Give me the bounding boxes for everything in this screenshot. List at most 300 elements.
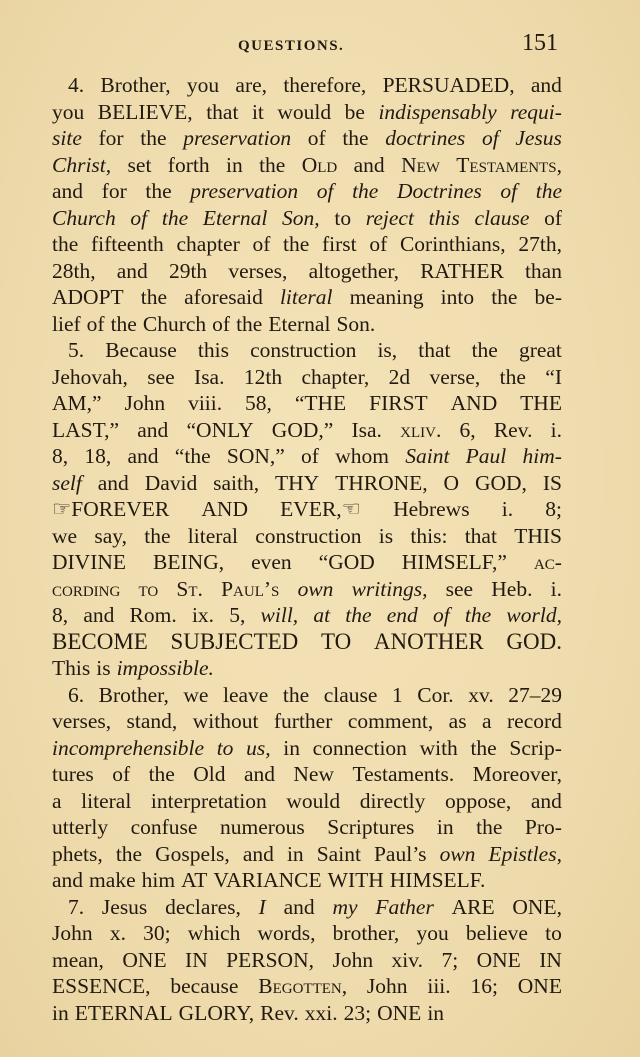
word: see	[445, 576, 474, 601]
word: as	[448, 709, 467, 733]
word: confuse	[130, 815, 198, 839]
word: xv.	[468, 682, 494, 707]
word: of	[86, 311, 105, 336]
word: own	[439, 841, 476, 866]
text-line	[52, 841, 562, 868]
word: the	[342, 126, 369, 150]
word: 5,	[229, 603, 246, 627]
word: ONE,	[512, 894, 562, 919]
word: Heb.	[491, 576, 533, 601]
word: 28th,	[52, 258, 96, 283]
word: say,	[94, 523, 127, 548]
word: of	[301, 444, 319, 468]
word: it	[251, 99, 264, 124]
word: the	[110, 311, 137, 336]
word: “GOD	[318, 550, 375, 574]
word: the	[140, 126, 167, 150]
text-line	[52, 443, 562, 470]
word: John	[124, 391, 166, 415]
word: 7.	[68, 894, 85, 919]
word: be-	[534, 285, 562, 309]
text-line	[52, 947, 562, 974]
word: Brother,	[100, 73, 171, 97]
word: Son.	[336, 311, 376, 336]
word: we	[52, 523, 78, 548]
word: 30;	[143, 921, 171, 945]
word: EVER,☜	[280, 497, 361, 521]
text-line	[52, 655, 562, 682]
word: the	[148, 762, 175, 786]
word: the	[144, 523, 171, 548]
word: lief	[52, 311, 81, 336]
word: we	[183, 682, 209, 707]
word: Jesus	[101, 894, 148, 919]
word: Isa.	[194, 364, 225, 389]
word: Church	[142, 311, 207, 336]
word: Gospels,	[155, 841, 230, 866]
page-number: 151	[522, 30, 558, 56]
word: of	[130, 205, 148, 230]
word: literal	[187, 523, 238, 548]
word: 16;	[470, 974, 498, 998]
word: doctrines	[385, 126, 466, 150]
word: BELIEVE,	[97, 99, 193, 124]
word: Isa.	[351, 417, 382, 442]
word: the	[283, 232, 310, 256]
text-line	[52, 682, 562, 709]
word: New	[293, 762, 335, 786]
word: of	[316, 179, 334, 203]
word: utterly	[52, 815, 109, 839]
word: 4.	[68, 73, 85, 97]
word: Begotten,	[258, 974, 348, 998]
word: ☞FOREVER	[52, 497, 170, 521]
word: my	[332, 894, 358, 919]
paragraph	[52, 682, 562, 894]
word: oppose,	[444, 788, 512, 813]
word: a	[52, 788, 62, 813]
word: David	[144, 470, 198, 495]
word: the	[499, 364, 526, 389]
word: IN	[539, 947, 562, 972]
word: DIVINE	[52, 550, 127, 574]
word: 23;	[343, 1000, 372, 1025]
word: Saint	[316, 841, 361, 866]
word: Cor.	[417, 682, 454, 707]
word: Corinthians,	[399, 232, 506, 256]
word: the	[282, 682, 310, 707]
word: ESSENCE,	[52, 974, 151, 998]
word: is	[96, 656, 111, 680]
paragraph	[52, 337, 562, 682]
word: Eternal	[268, 311, 331, 336]
word: see	[147, 364, 175, 389]
word: the	[535, 179, 562, 203]
text-line	[52, 867, 562, 894]
word: HIMSELF.	[389, 868, 486, 892]
word: altogether,	[308, 258, 400, 283]
word: 8,	[52, 444, 69, 468]
word: chapter	[176, 232, 240, 256]
word: and	[137, 417, 169, 442]
word: Eternal	[202, 205, 268, 230]
word: the	[236, 311, 263, 336]
word: Doctrines	[396, 179, 482, 203]
word: Epistles,	[488, 841, 562, 866]
word: meaning	[349, 285, 424, 309]
word: i.	[501, 497, 514, 521]
word: Testaments,	[456, 152, 562, 177]
word: without	[192, 709, 259, 733]
word: numerous	[219, 815, 305, 839]
word: ONE	[517, 974, 562, 998]
word: ETERNAL	[74, 1000, 173, 1025]
text-line	[52, 920, 562, 947]
word: and	[83, 603, 115, 627]
word: of	[307, 126, 326, 150]
word: directly	[359, 788, 426, 813]
word: Because	[105, 338, 177, 362]
word: and	[127, 444, 159, 468]
word: 27–29	[508, 682, 562, 707]
word: leave	[223, 682, 269, 707]
word: THIS	[514, 523, 562, 548]
word: Scriptures	[327, 815, 415, 839]
word: of	[433, 603, 450, 627]
word: St.	[176, 576, 203, 601]
word: “the	[174, 444, 211, 468]
word: 5.	[68, 338, 85, 362]
word: Paul	[465, 444, 507, 468]
word: Rev.	[493, 417, 533, 442]
word: literal	[279, 285, 333, 309]
word: fifteenth	[90, 232, 164, 256]
word: a	[482, 709, 492, 733]
word: whom	[335, 444, 389, 468]
word: x.	[109, 921, 126, 945]
word: verse,	[429, 364, 481, 389]
paragraph	[52, 894, 562, 1027]
word: Rev.	[260, 1000, 299, 1025]
text-line	[52, 735, 562, 762]
word: FIRST	[369, 391, 428, 415]
word: Pro-	[524, 815, 562, 839]
word: Church	[52, 205, 116, 230]
text-line	[52, 205, 562, 232]
page-header	[0, 30, 640, 66]
text-line	[52, 258, 562, 285]
word: him-	[522, 444, 562, 468]
word: GOD.	[506, 628, 562, 654]
word: ix.	[191, 603, 215, 627]
word: SUBJECTED	[170, 628, 299, 654]
word: BECOME	[52, 628, 148, 654]
text-line	[52, 231, 562, 258]
word: This	[52, 656, 91, 680]
word: be	[344, 99, 365, 124]
word: 27th,	[518, 232, 562, 256]
word: 29th	[168, 258, 208, 283]
word: 18,	[84, 444, 112, 468]
word: GOD,”	[271, 417, 334, 442]
word: the	[140, 285, 168, 309]
word: “ONLY	[186, 417, 254, 442]
word: Old	[193, 762, 226, 786]
word: AND	[201, 497, 248, 521]
word: saith,	[213, 470, 260, 495]
text-line	[52, 125, 562, 152]
word: the	[345, 603, 372, 627]
word: at	[313, 603, 331, 627]
text-line	[52, 311, 562, 338]
word: and	[530, 73, 562, 97]
word: AND	[450, 391, 498, 415]
word: world,	[506, 603, 562, 627]
word: to	[334, 205, 352, 230]
running-title: QUESTIONS.	[238, 38, 345, 54]
word: Paul’s	[373, 841, 427, 866]
word: IN	[185, 947, 208, 972]
word: THE	[520, 391, 562, 415]
word: for	[101, 179, 127, 203]
word: cording	[52, 576, 121, 601]
word: you	[186, 73, 220, 97]
word: John	[332, 947, 374, 972]
word: indispensably	[378, 99, 497, 124]
word: set	[127, 152, 152, 177]
body-text	[52, 72, 562, 1026]
word: and	[52, 868, 84, 892]
word: into	[440, 285, 475, 309]
word: PERSON,	[226, 947, 314, 972]
word: is,	[377, 338, 398, 362]
word: “THE	[294, 391, 347, 415]
word: WITH	[327, 868, 384, 892]
word: GOD,	[474, 470, 527, 495]
word: would	[286, 788, 341, 813]
word: and	[116, 258, 148, 283]
word: construction	[255, 523, 362, 548]
word: Testaments.	[352, 762, 455, 786]
word: even	[251, 550, 292, 574]
word: xiv.	[391, 947, 423, 972]
word: 8;	[545, 497, 562, 521]
word: preservation	[190, 179, 299, 203]
word: John	[366, 974, 408, 998]
text-line	[52, 496, 562, 523]
word: connection	[312, 735, 407, 760]
text-line	[52, 708, 562, 735]
text-line	[52, 602, 562, 629]
word: Brother,	[98, 682, 169, 707]
word: to	[216, 735, 234, 760]
word: verses,	[228, 258, 288, 283]
text-line	[52, 178, 562, 205]
word: brother,	[332, 921, 400, 945]
word: 58,	[245, 391, 272, 415]
text-line	[52, 284, 562, 311]
word: the	[470, 735, 497, 760]
word: 7;	[441, 947, 459, 972]
word: the	[352, 179, 379, 203]
word: you	[416, 921, 449, 945]
text-line	[52, 814, 562, 841]
word: and	[530, 788, 562, 813]
word: in	[427, 1000, 445, 1025]
word: and	[52, 179, 84, 203]
word: will,	[260, 603, 299, 627]
word: ARE	[451, 894, 495, 919]
word: IS	[542, 470, 562, 495]
word: of	[369, 232, 388, 256]
word: i.	[550, 576, 562, 601]
word: which	[187, 921, 241, 945]
word: because	[170, 974, 239, 998]
word: Father	[375, 894, 434, 919]
word: than	[524, 258, 562, 283]
text-line	[52, 973, 562, 1000]
text-line	[52, 629, 562, 656]
word: HIMSELF,”	[401, 550, 507, 574]
word: Jehovah,	[52, 364, 128, 389]
word: viii.	[188, 391, 223, 415]
word: this:	[410, 523, 448, 548]
word: Saint	[405, 444, 450, 468]
word: us,	[246, 735, 271, 760]
word: of	[252, 232, 271, 256]
word: Scrip-	[509, 735, 562, 760]
word: xliv.	[400, 417, 442, 442]
word: comment,	[347, 709, 434, 733]
word: and	[97, 470, 129, 495]
word: 2d	[388, 364, 411, 389]
word: the	[145, 179, 172, 203]
word: in	[286, 841, 304, 866]
word: of	[544, 205, 562, 230]
text-line	[52, 523, 562, 550]
word: O	[443, 470, 460, 495]
word: ANOTHER	[373, 628, 484, 654]
paragraph	[52, 72, 562, 337]
text-line	[52, 788, 562, 815]
word: self	[52, 470, 82, 495]
word: him	[141, 868, 176, 892]
word: Rom.	[129, 603, 177, 627]
word: Son,	[282, 205, 320, 230]
text-line	[52, 152, 562, 179]
word: clause	[323, 682, 378, 707]
word: the	[471, 338, 498, 362]
word: Old	[301, 152, 338, 177]
word: that	[464, 523, 497, 548]
word: BEING,	[153, 550, 225, 574]
word: in	[283, 735, 300, 760]
word: VARIANCE	[213, 868, 322, 892]
word: the	[115, 841, 143, 866]
word: AT	[181, 868, 208, 892]
word: believe	[465, 921, 528, 945]
word: 6.	[68, 682, 85, 707]
word: New	[401, 152, 440, 177]
word: mean,	[52, 947, 104, 972]
word: great	[518, 338, 562, 362]
word: Hebrews	[393, 497, 470, 521]
word: 1	[391, 682, 403, 707]
word: THRONE,	[335, 470, 428, 495]
word: of	[112, 762, 131, 786]
word: stand,	[126, 709, 178, 733]
word: THY	[275, 470, 320, 495]
word: the	[491, 285, 518, 309]
word: Paul’s	[221, 576, 280, 601]
text-line	[52, 417, 562, 444]
word: you	[52, 99, 85, 124]
word: iii.	[427, 974, 451, 998]
text-line	[52, 1000, 562, 1027]
text-line	[52, 549, 562, 576]
word: reject	[365, 205, 414, 230]
word: of	[500, 179, 518, 203]
word: make	[89, 868, 136, 892]
word: further	[273, 709, 333, 733]
word: Christ,	[52, 152, 112, 177]
word: AM,”	[52, 391, 102, 415]
word: Moreover,	[472, 762, 562, 786]
word: and	[243, 762, 275, 786]
word: record	[507, 709, 562, 733]
text-line	[52, 364, 562, 391]
word: LAST,”	[52, 417, 120, 442]
word: GLORY,	[178, 1000, 255, 1025]
text-line	[52, 761, 562, 788]
word: impossible.	[116, 656, 214, 680]
word: aforesaid	[184, 285, 263, 309]
word: the	[464, 603, 492, 627]
word: and	[242, 841, 274, 866]
text-line	[52, 390, 562, 417]
word: chapter,	[301, 364, 370, 389]
word: to	[545, 921, 562, 945]
text-line	[52, 470, 562, 497]
word: first	[322, 232, 357, 256]
text-line	[52, 337, 562, 364]
word: PERSUADED,	[382, 73, 515, 97]
word: 8,	[52, 603, 69, 627]
word: 6,	[459, 417, 476, 442]
word: the	[476, 815, 503, 839]
word: literal	[81, 788, 132, 813]
word: preservation	[183, 126, 292, 150]
word: tures	[52, 762, 94, 786]
word: and	[353, 152, 385, 177]
word: own	[297, 576, 334, 601]
word: of	[481, 126, 499, 150]
word: this	[197, 338, 229, 362]
word: to	[138, 576, 159, 601]
word: with	[419, 735, 458, 760]
text-line	[52, 894, 562, 921]
word: John	[52, 921, 93, 945]
text-line	[52, 576, 562, 603]
word: ADOPT	[52, 285, 124, 309]
word: forth	[167, 152, 210, 177]
word: ac-	[533, 550, 562, 574]
word: construction	[250, 338, 357, 362]
text-line	[52, 99, 562, 126]
word: ONE	[476, 947, 521, 972]
word: interpretation	[150, 788, 267, 813]
word: the	[161, 205, 189, 230]
